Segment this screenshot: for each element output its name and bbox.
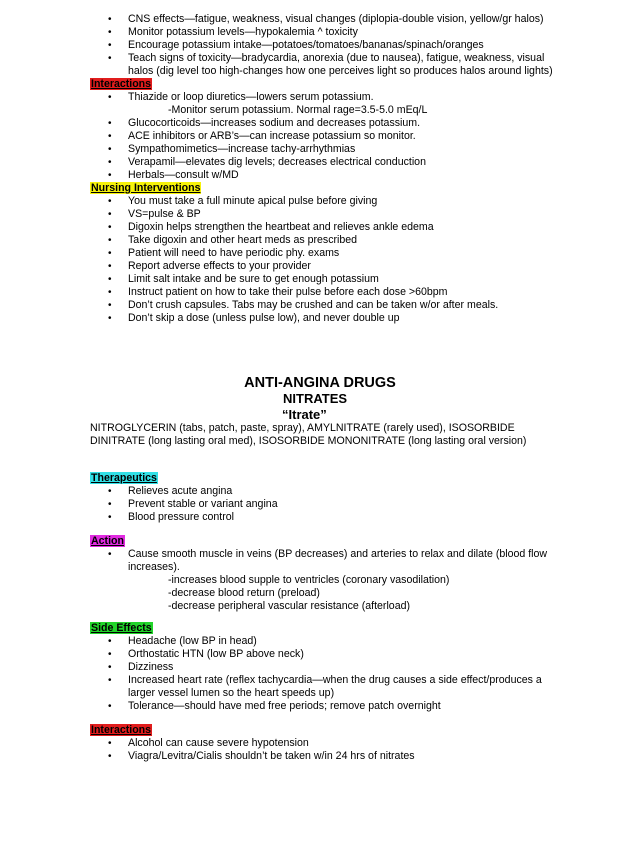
nursing-interventions-list: [90, 195, 560, 325]
nitrate-interactions-list: [90, 737, 560, 763]
section-subtitle: NITRATES: [283, 391, 348, 406]
nitrate-interactions-heading: Interactions: [91, 724, 152, 736]
dig-interactions-heading: Interactions: [91, 78, 152, 90]
list-item: • Monitor potassium levels—hypokalemia ^ toxicity: [90, 26, 560, 39]
digoxin-bullet-list: [90, 13, 560, 78]
list-item: • Tolerance—should have med free periods; remove patch overnight: [90, 700, 560, 713]
list-item: • Report adverse effects to your provider: [90, 260, 560, 273]
list-item: • Don’t crush capsules. Tabs may be crushed and can be taken w/or after meals.: [90, 299, 560, 312]
list-item: • Encourage potassium intake—potatoes/tomatoes/bananas/spinach/oranges: [90, 39, 560, 52]
list-item: • Patient will need to have periodic phy. exams: [90, 247, 560, 260]
side-effects-list: [90, 635, 560, 713]
action-sub-3: -decrease peripheral vascular resistance (afterload): [168, 600, 411, 612]
list-item: • You must take a full minute apical pulse before giving: [90, 195, 560, 208]
therapeutics-list: [90, 485, 560, 524]
list-item: • Orthostatic HTN (low BP above neck): [90, 648, 560, 661]
list-item: • Herbals—consult w/MD: [90, 169, 560, 182]
action-sub-1: -increases blood supple to ventricles (coronary vasodilation): [168, 574, 450, 586]
list-item: • Thiazide or loop diuretics—lowers serum potassium.: [90, 91, 560, 104]
action-sub-2: -decrease blood return (preload): [168, 587, 320, 599]
list-item: • Alcohol can cause severe hypotension: [90, 737, 560, 750]
list-item: • Verapamil—elevates dig levels; decreases electrical conduction: [90, 156, 560, 169]
list-item: • CNS effects—fatigue, weakness, visual changes (diplopia-double vision, yellow/gr halos): [90, 13, 560, 26]
list-item: • Digoxin helps strengthen the heartbeat and relieves ankle edema: [90, 221, 560, 234]
list-item: • ACE inhibitors or ARB’s—can increase potassium so monitor.: [90, 130, 560, 143]
nursing-interventions-heading: Nursing Interventions: [91, 182, 201, 194]
list-item: • Headache (low BP in head): [90, 635, 560, 648]
list-item: • Blood pressure control: [90, 511, 560, 524]
side-effects-heading: Side Effects: [91, 622, 152, 634]
list-item: • Prevent stable or variant angina: [90, 498, 560, 511]
list-item: • Increased heart rate (reflex tachycardia—when the drug causes a side effect/produces a larger vessel lumen so the heart speeds up): [90, 674, 560, 700]
action-heading: Action: [91, 535, 124, 547]
list-item: • Take digoxin and other heart meds as prescribed: [90, 234, 560, 247]
potassium-sub-note: -Monitor serum potassium. Normal rage=3.5-5.0 mEq/L: [168, 104, 428, 116]
section-tagline: “Itrate”: [282, 407, 327, 422]
list-item: • Glucocorticoids—increases sodium and decreases potassium.: [90, 117, 560, 130]
list-item: • Teach signs of toxicity—bradycardia, anorexia (due to nausea), fatigue, weakness, visual halos (dig level too high-changes how one perceives light so produces halos around lights): [90, 52, 560, 78]
list-item: • Cause smooth muscle in veins (BP decreases) and arteries to relax and dilate (blood flow increases).: [90, 548, 560, 574]
list-item: • Don’t skip a dose (unless pulse low), and never double up: [90, 312, 560, 325]
list-item: • Dizziness: [90, 661, 560, 674]
list-item: • Relieves acute angina: [90, 485, 560, 498]
section-title: ANTI-ANGINA DRUGS: [244, 375, 396, 391]
therapeutics-heading: Therapeutics: [91, 472, 157, 484]
list-item: • VS=pulse & BP: [90, 208, 560, 221]
list-item: • Viagra/Levitra/Cialis shouldn’t be taken w/in 24 hrs of nitrates: [90, 750, 560, 763]
dig-interactions-list: [90, 91, 560, 182]
nitrate-intro: NITROGLYCERIN (tabs, patch, paste, spray), AMYLNITRATE (rarely used), ISOSORBIDE DINITRATE (long lasting oral med), ISOSORBIDE MONONITRATE (long lasting oral version): [90, 422, 527, 447]
action-list: [90, 548, 560, 613]
list-item: • Limit salt intake and be sure to get enough potassium: [90, 273, 560, 286]
list-item: • Sympathomimetics—increase tachy-arrhythmias: [90, 143, 560, 156]
list-item: • Instruct patient on how to take their pulse before each dose >60bpm: [90, 286, 560, 299]
